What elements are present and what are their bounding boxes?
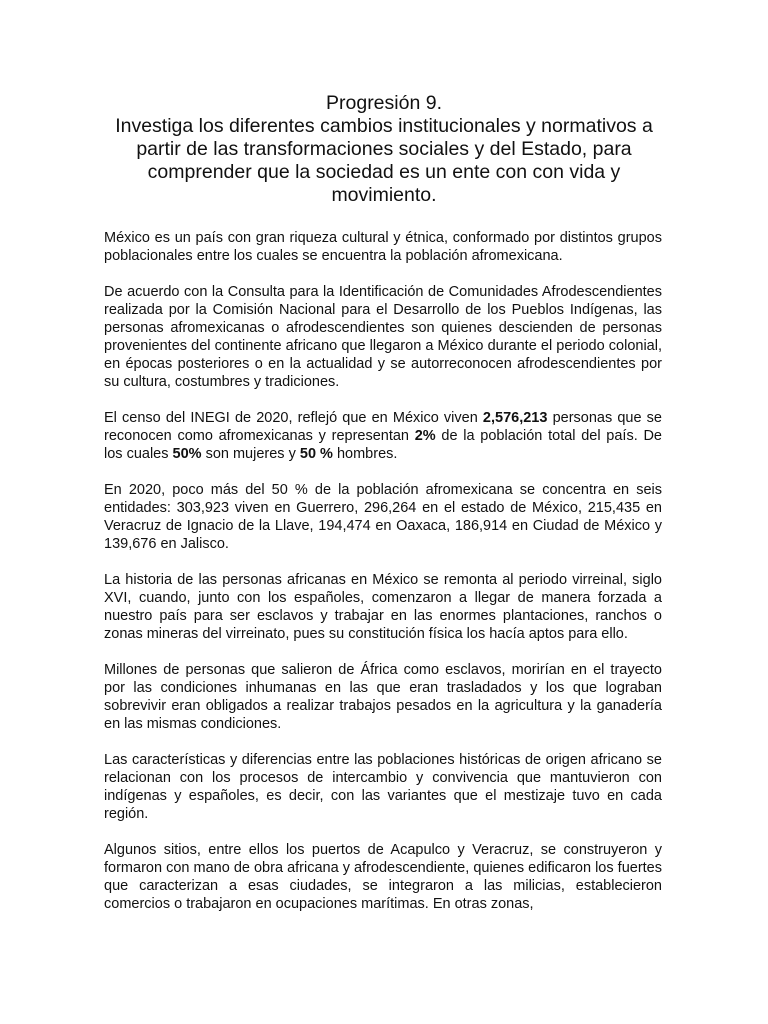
paragraph-8: Algunos sitios, entre ellos los puertos de Acapulco y Veracruz, se construyeron y formaron con mano de obra africana y afrodescendiente, quienes edificaron los fuertes que caracterizan a esas ciudades, se integraron a las milicias, establecieron comercios o trabajaron en ocupaciones marítimas. En otras zonas, bbox=[104, 842, 662, 912]
paragraph-3-text-1: El censo del INEGI de 2020, reflejó que en México viven bbox=[104, 410, 483, 426]
paragraph-3-text-4: son mujeres y bbox=[201, 446, 300, 462]
paragraph-7: Las características y diferencias entre las poblaciones históricas de origen africano se relacionan con los procesos de intercambio y convivencia que mantuvieron con indígenas y españoles, es decir, con las variantes que el mestizaje tuvo en cada región. bbox=[104, 752, 662, 822]
page-heading bbox=[96, 92, 672, 207]
paragraph-3-text-2: personas que se reconocen como afromexicanas y representan bbox=[104, 410, 663, 444]
paragraph-1: México es un país con gran riqueza cultural y étnica, conformado por distintos grupos poblacionales entre los cuales se encuentra la población afromexicana. bbox=[104, 230, 662, 264]
population-total: 2,576,213 bbox=[482, 410, 548, 426]
population-percent: 2% bbox=[414, 428, 436, 444]
document-body bbox=[104, 229, 662, 931]
paragraph-6: Millones de personas que salieron de África como esclavos, morirían en el trayecto por las condiciones inhumanas en las que eran trasladados y los que lograban sobrevivir eran obligados a realizar trabajos pesados en la agricultura y la ganadería en las mismas condiciones. bbox=[104, 662, 662, 732]
paragraph-3-text-5: hombres. bbox=[332, 446, 398, 462]
women-percent: 50% bbox=[172, 446, 202, 462]
men-percent: 50 % bbox=[299, 446, 333, 462]
heading-progression: Progresión 9. bbox=[326, 92, 442, 114]
paragraph-2: De acuerdo con la Consulta para la Identificación de Comunidades Afrodescendientes realizada por la Comisión Nacional para el Desarrollo de los Pueblos Indígenas, las personas afromexicanas o afrodescendientes son quienes descienden de personas provenientes del continente africano que llegaron a México durante el periodo colonial, en épocas posteriores o en la actualidad y se autorreconocen afrodescendientes por su cultura, costumbres y tradiciones. bbox=[104, 284, 662, 390]
paragraph-3-text-3: de la población total del país. De los cuales bbox=[104, 428, 662, 462]
paragraph-4: En 2020, poco más del 50 % de la población afromexicana se concentra en seis entidades: 303,923 viven en Guerrero, 296,264 en el estado de México, 215,435 en Veracruz de Ignacio de la Llave, 194,474 en Oaxaca, 186,914 en Ciudad de México y 139,676 en Jalisco. bbox=[104, 482, 662, 552]
paragraph-5: La historia de las personas africanas en México se remonta al periodo virreinal, siglo XVI, cuando, junto con los españoles, comenzaron a llegar de manera forzada a nuestro país para ser esclavos y trabajar en las enormes plantaciones, ranchos o zonas mineras del virreinato, pues su constitución física los hacía aptos para ello. bbox=[104, 572, 662, 642]
heading-description: Investiga los diferentes cambios institucionales y normativos a partir de las transformaciones sociales y del Estado, para comprender que la sociedad es un ente con con vida y movimiento. bbox=[115, 115, 653, 206]
paragraph-3 bbox=[104, 409, 662, 463]
